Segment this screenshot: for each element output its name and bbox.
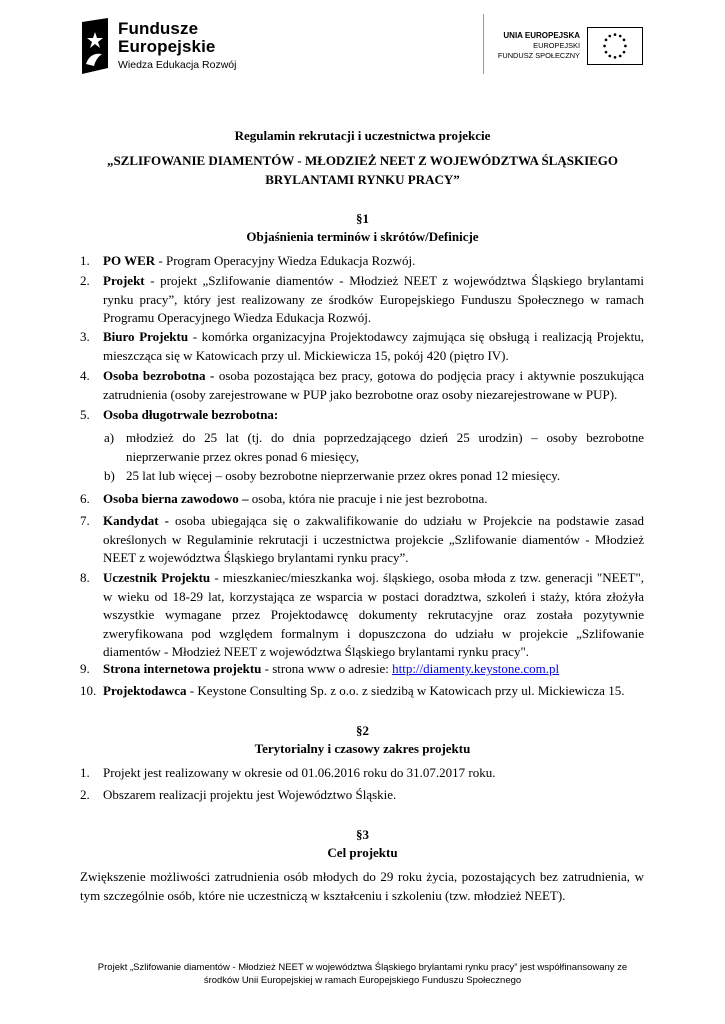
- section-2-number: §2: [356, 723, 369, 738]
- item-number: 7.: [80, 513, 90, 528]
- item-number: 5.: [80, 407, 90, 422]
- logo-line-2: Europejskie: [118, 37, 216, 56]
- project-name-line-2: BRYLANTAMI RYNKU PRACY”: [265, 172, 460, 187]
- item-number: 1.: [80, 765, 90, 780]
- item-number: 3.: [80, 329, 90, 344]
- scope-text: Projekt jest realizowany w okresie od 01.06.2016 roku do 31.07.2017 roku.: [103, 765, 496, 780]
- definition-term: Osoba bezrobotna -: [103, 368, 215, 383]
- definition-term: Uczestnik Projektu: [103, 570, 211, 585]
- definition-text: - Keystone Consulting Sp. z o.o. z siedzibą w Katowicach przy ul. Mickiewicza 15.: [186, 683, 625, 698]
- fundusze-europejskie-wordmark: [118, 20, 236, 73]
- document-title: Regulamin rekrutacji i uczestnictwa projekcie: [234, 128, 491, 143]
- item-number: 2.: [80, 273, 90, 288]
- section-3-heading: Cel projektu: [327, 845, 398, 860]
- definition-text: osoba ubiegająca się o zakwalifikowanie do udziału w Projekcie na podstawie zasad określonych w Regulaminie rekrutacji i uczestnictwa projekcie „Szlifowanie diamentów - Młodzież NEET z województwa Śląskiego brylantami rynku pracy”.: [103, 513, 644, 565]
- item-number: 2.: [80, 787, 90, 802]
- header-divider: [483, 14, 484, 74]
- project-website-link[interactable]: http://diamenty.keystone.com.pl: [392, 661, 560, 676]
- eu-line-2: EUROPEJSKI: [533, 41, 580, 50]
- definition-term: Biuro Projektu: [103, 329, 189, 344]
- definition-text: - strona www o adresie:: [261, 661, 393, 676]
- definition-term: Strona internetowa projektu: [103, 661, 262, 676]
- definition-text: osoba, która nie pracuje i nie jest bezrobotna.: [248, 491, 488, 506]
- footer-line-2: środków Unii Europejskiej w ramach Europejskiego Funduszu Społecznego: [203, 975, 522, 986]
- definition-term: Kandydat -: [103, 513, 169, 528]
- definition-text: - projekt „Szlifowanie diamentów - Młodzież NEET z województwa Śląskiego brylantami rynku pracy”, który jest realizowany ze środków Europejskiego Funduszu Społecznego w ramach Programu Operacyjnego Wiedza Edukacja Rozwój.: [103, 273, 644, 325]
- scope-text: Obszarem realizacji projektu jest Województwo Śląskie.: [103, 787, 397, 802]
- subitem-letter: a): [104, 430, 115, 445]
- definition-term: Osoba długotrwale bezrobotna:: [103, 407, 279, 422]
- logo-line-1: Fundusze: [118, 19, 199, 38]
- page-header: [0, 0, 725, 90]
- section-3-number: §3: [356, 827, 369, 842]
- definition-text: osoba pozostająca bez pracy, gotowa do podjęcia pracy i aktywnie poszukująca zatrudnienia (osoby zarejestrowane w PUP jako bezrobotne oraz osoby niezarejestrowane w PUP).: [103, 368, 644, 402]
- definition-text: - mieszkaniec/mieszkanka woj. śląskiego, osoba młoda z tzw. generacji "NEET", w wieku od 18-29 lat, korzystająca ze wsparcia w postaci doradztwa, szkoleń i staży, która złożyła wszystkie wymagane przez Projektodawcę dokumenty rekrutacyjne oraz została pozytywnie zweryfikowana pod względem formalnym i dopuszczona do udziału w projekcie „Szlifowanie diamentów - Młodzież NEET z województwa Śląskiego brylantami rynku pracy".: [103, 570, 644, 659]
- project-name-line-1: „SZLIFOWANIE DIAMENTÓW - MŁODZIEŻ NEET Z WOJEWÓDZTWA ŚLĄSKIEGO: [106, 153, 619, 168]
- item-number: 4.: [80, 368, 90, 383]
- definition-text: - komórka organizacyjna Projektodawcy zajmująca się obsługą i realizacją Projektu, mieszcząca się w Katowicach przy ul. Mickiewicza 15, pokój 420 (piętro IV).: [103, 329, 644, 363]
- section-1-number: §1: [356, 211, 369, 226]
- footer-line-1: Projekt „Szlifowanie diamentów - Młodzież NEET w województwa Śląskiego brylantami rynku pracy” jest współfinansowany ze: [97, 962, 628, 973]
- subitem-letter: b): [104, 468, 115, 483]
- fundusze-europejskie-icon: [80, 18, 110, 74]
- section-2-heading: Terytorialny i czasowy zakres projektu: [254, 741, 471, 756]
- definition-term: Osoba bierna zawodowo –: [103, 491, 249, 506]
- definition-term: Projektodawca: [103, 683, 187, 698]
- logo-line-3: Wiedza Edukacja Rozwój: [118, 59, 237, 71]
- item-number: 6.: [80, 491, 90, 506]
- definition-text: - Program Operacyjny Wiedza Edukacja Rozwój.: [155, 253, 416, 268]
- item-number: 10.: [80, 683, 97, 698]
- item-number: 1.: [80, 253, 90, 268]
- definition-term: PO WER: [103, 253, 156, 268]
- page-footer: [0, 961, 725, 987]
- eu-wordmark: [492, 31, 580, 61]
- fundusze-europejskie-logo: [80, 18, 270, 78]
- eu-line-3: FUNDUSZ SPOŁECZNY: [497, 51, 580, 60]
- section-1-heading: Objaśnienia terminów i skrótów/Definicje: [246, 229, 479, 244]
- subitem-text: 25 lat lub więcej – osoby bezrobotne nieprzerwanie przez okres ponad 12 miesięcy.: [126, 468, 561, 483]
- eu-line-1: UNIA EUROPEJSKA: [503, 31, 580, 40]
- subitem-text: młodzież do 25 lat (tj. do dnia poprzedzającego dzień 25 urodzin) – osoby bezrobotne nieprzerwanie przez okres ponad 6 miesięcy,: [126, 430, 644, 464]
- item-number: 9.: [80, 661, 90, 676]
- item-number: 8.: [80, 570, 90, 585]
- project-goal-text: Zwiększenie możliwości zatrudnienia osób młodych do 29 roku życia, pozostających bez zatrudnienia, w tym szczególnie osób, które nie uczestniczą w kształceniu i szkoleniu (tzw. młodzież NEET).: [80, 869, 644, 903]
- eu-flag-icon: [587, 27, 643, 65]
- definition-term: Projekt: [103, 273, 145, 288]
